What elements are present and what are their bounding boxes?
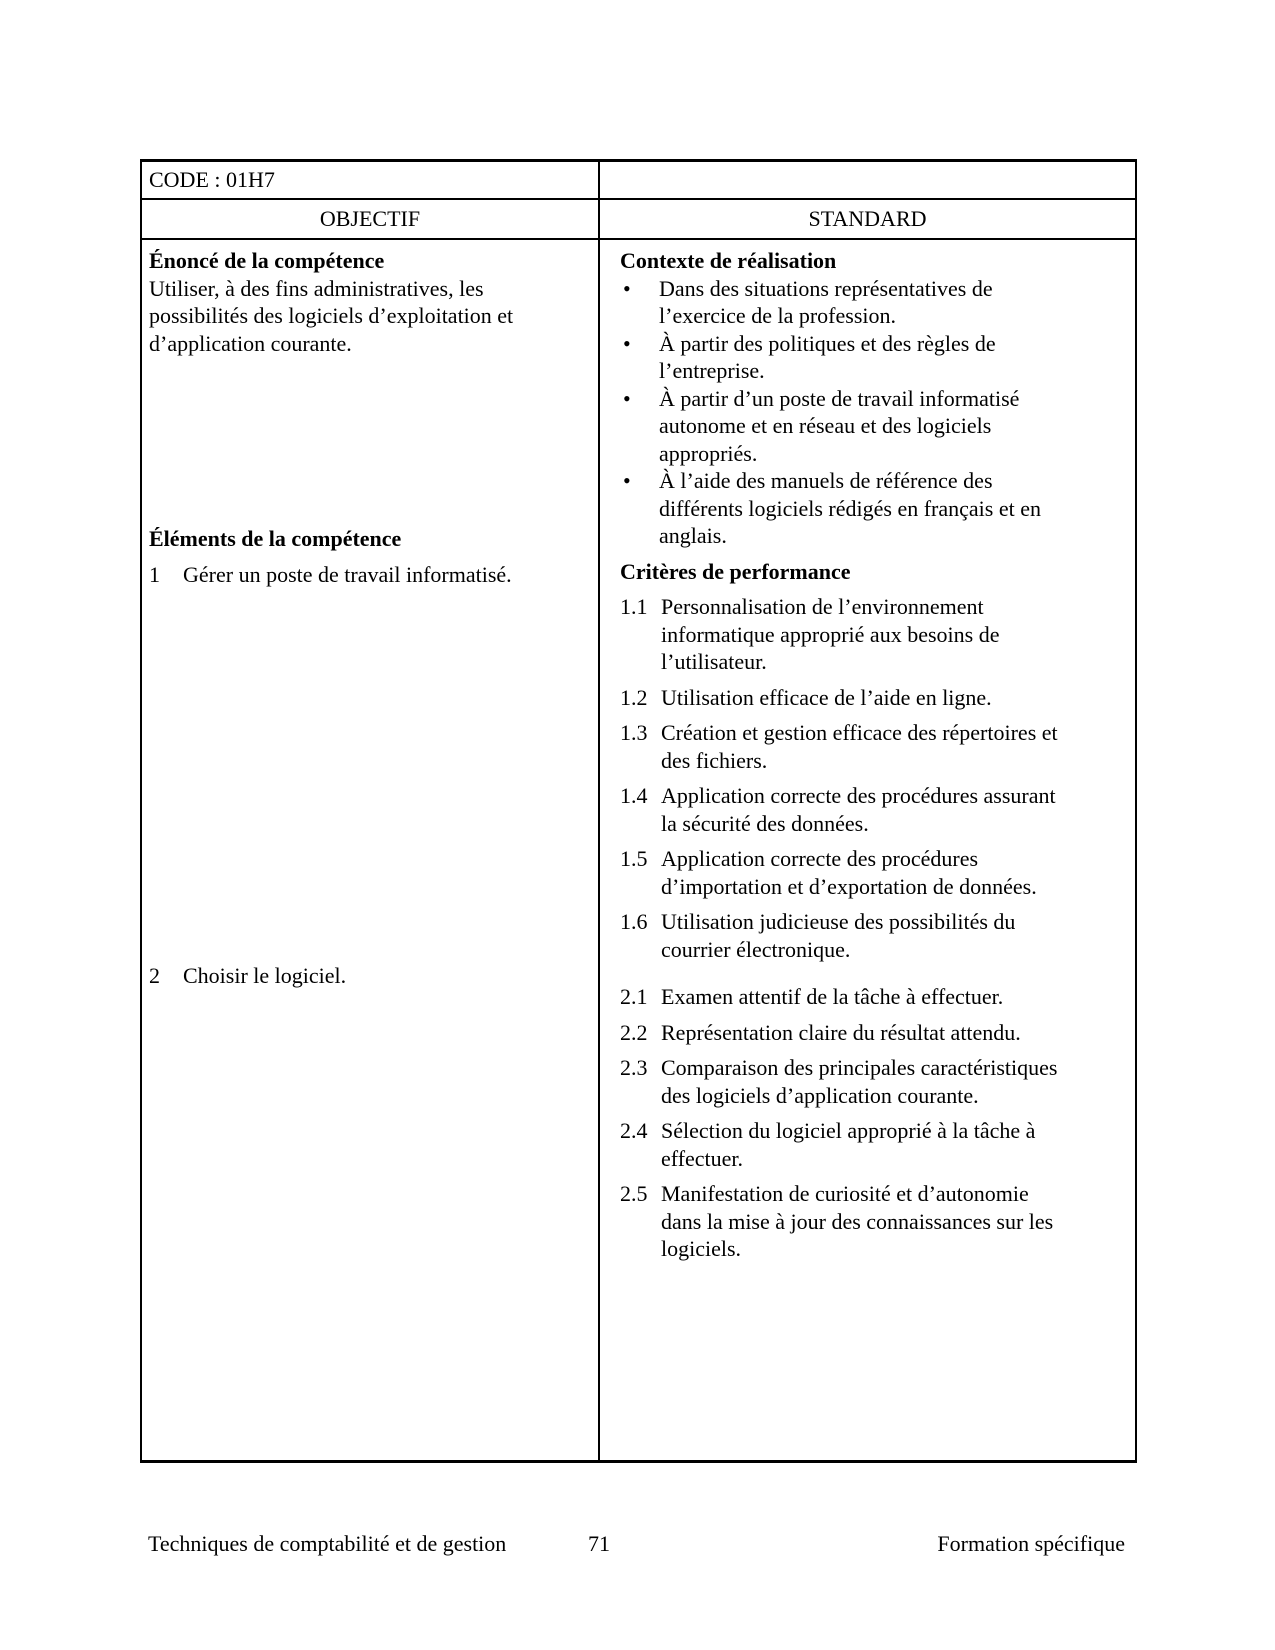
critere-number: 1.4: [620, 783, 648, 808]
critere-number: 2.1: [620, 984, 648, 1009]
critere-item: [620, 845, 1129, 900]
standard-header: STANDARD: [808, 206, 927, 232]
critere-number: 1.2: [620, 684, 648, 710]
objectif-header: OBJECTIF: [319, 206, 421, 232]
critere-text: Application correcte des procédures assurant la sécurité des données.: [661, 783, 1056, 836]
elements-heading: Éléments de la compétence: [149, 526, 402, 551]
critere-text: Utilisation efficace de l’aide en ligne.: [661, 684, 992, 710]
bullet-icon: •: [623, 468, 631, 493]
contexte-list: [620, 275, 1129, 550]
list-item: [620, 275, 1129, 330]
critere-item: [620, 1054, 1129, 1109]
code-cell-empty: [600, 162, 1135, 200]
bullet-icon: •: [623, 330, 631, 356]
critere-item: [620, 908, 1129, 963]
element-number: 2: [149, 963, 160, 988]
element-number: 1: [149, 561, 160, 587]
critere-number: 2.2: [620, 1019, 648, 1045]
element-text: Gérer un poste de travail informatisé.: [183, 561, 512, 587]
critere-item: [620, 782, 1129, 837]
code-cell: [142, 162, 600, 200]
criteres-group-2: [620, 983, 1129, 1263]
critere-text: Création et gestion efficace des répertoires et des fichiers.: [661, 720, 1058, 773]
competency-table: [140, 159, 1137, 1463]
critere-text: Examen attentif de la tâche à effectuer.: [661, 984, 1004, 1009]
objectif-header-cell: [142, 200, 600, 240]
list-item: [620, 330, 1129, 385]
standard-cell: [600, 240, 1135, 1460]
bullet-icon: •: [623, 275, 631, 301]
critere-number: 1.6: [620, 909, 648, 934]
critere-item: [620, 1019, 1129, 1047]
critere-item: [620, 1117, 1129, 1172]
critere-number: 2.4: [620, 1118, 648, 1143]
footer-program-title: Techniques de comptabilité et de gestion: [148, 1531, 507, 1556]
critere-text: Application correcte des procédures d’importation et d’exportation de données.: [661, 846, 1037, 899]
criteres-heading: Critères de performance: [620, 558, 851, 584]
critere-text: Manifestation de curiosité et d’autonomie dans la mise à jour des connaissances sur les logiciels.: [661, 1181, 1054, 1261]
bullet-icon: •: [623, 385, 631, 411]
critere-text: Sélection du logiciel approprié à la tâche à effectuer.: [661, 1118, 1036, 1171]
element-item-2: [149, 962, 588, 990]
critere-item: [620, 1180, 1129, 1263]
critere-item: [620, 719, 1129, 774]
code-text: CODE : 01H7: [149, 167, 275, 193]
critere-text: Utilisation judicieuse des possibilités du courrier électronique.: [661, 909, 1016, 962]
enonce-heading: Énoncé de la compétence: [149, 248, 385, 273]
critere-number: 2.5: [620, 1181, 648, 1206]
list-item: [620, 467, 1129, 550]
bullet-text: À partir des politiques et des règles de l’entreprise.: [659, 330, 996, 383]
bullet-text: À l’aide des manuels de référence des différents logiciels rédigés en français et en anglais.: [659, 468, 1041, 548]
element-item-1: [149, 561, 588, 589]
critere-number: 1.3: [620, 720, 648, 745]
enonce-text: Utiliser, à des fins administratives, les possibilités des logiciels d’exploitation et d’application courante.: [149, 275, 514, 356]
critere-text: Personnalisation de l’environnement informatique approprié aux besoins de l’utilisateur.: [661, 594, 1000, 674]
critere-item: [620, 684, 1129, 712]
critere-number: 2.3: [620, 1055, 648, 1080]
critere-number: 1.1: [620, 594, 648, 619]
objectif-cell: [142, 240, 600, 1460]
element-text: Choisir le logiciel.: [183, 963, 347, 988]
bullet-text: Dans des situations représentatives de l’exercice de la profession.: [659, 275, 993, 328]
critere-number: 1.5: [620, 846, 648, 871]
critere-text: Représentation claire du résultat attendu.: [661, 1019, 1021, 1045]
standard-header-cell: [600, 200, 1135, 240]
footer-section-title: Formation spécifique: [937, 1531, 1125, 1556]
critere-item: [620, 983, 1129, 1011]
critere-item: [620, 593, 1129, 676]
contexte-heading: Contexte de réalisation: [620, 248, 837, 273]
critere-text: Comparaison des principales caractéristiques des logiciels d’application courante.: [661, 1055, 1058, 1108]
bullet-text: À partir d’un poste de travail informatisé autonome et en réseau et des logiciels appropriés.: [659, 385, 1020, 466]
criteres-group-1: [620, 593, 1129, 963]
footer-page-number: 71: [588, 1531, 610, 1556]
list-item: [620, 385, 1129, 468]
